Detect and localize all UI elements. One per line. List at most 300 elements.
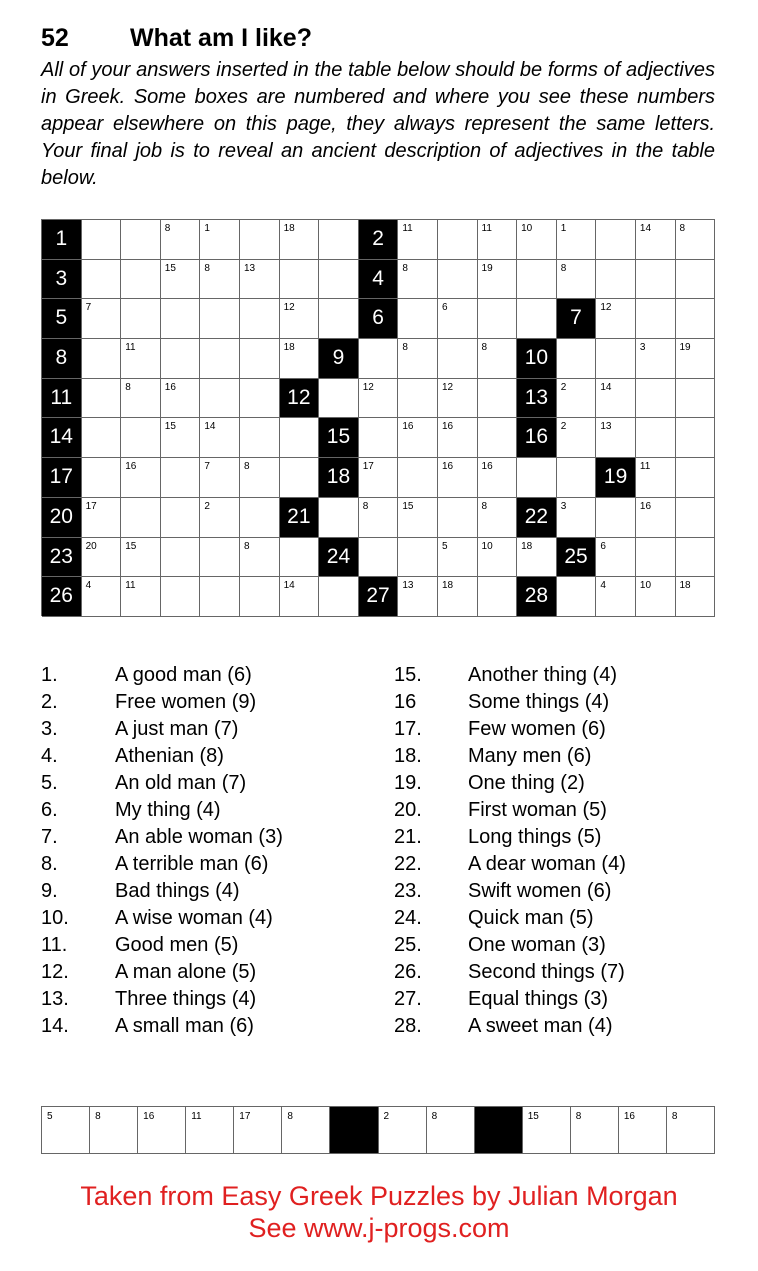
clue-item-number: 12.	[41, 961, 69, 983]
clue-number-cell	[517, 339, 557, 379]
letter-code: 16	[143, 1111, 155, 1122]
grid-cell[interactable]	[200, 458, 240, 498]
letter-code: 17	[85, 500, 97, 512]
letter-code: 16	[125, 461, 137, 473]
letter-code: 3	[560, 500, 567, 512]
clue-item-text: A wise woman (4)	[115, 907, 273, 929]
clue-item-number: 15.	[394, 664, 422, 686]
grid-cell[interactable]	[438, 339, 478, 379]
grid-cell[interactable]	[82, 577, 122, 617]
grid-cell[interactable]	[319, 260, 359, 300]
letter-code: 17	[239, 1111, 251, 1122]
clue-item-text: First woman (5)	[468, 799, 607, 821]
grid-cell[interactable]	[517, 220, 557, 260]
clue-item	[394, 716, 721, 743]
answer-gap-cell	[475, 1107, 523, 1154]
letter-code: 2	[560, 421, 567, 433]
clue-item	[394, 851, 721, 878]
letter-code: 18	[441, 580, 454, 592]
grid-cell[interactable]	[636, 260, 676, 300]
grid-cell[interactable]	[161, 379, 201, 419]
grid-cell[interactable]	[240, 538, 280, 578]
grid-cell[interactable]	[161, 299, 201, 339]
answer-cell[interactable]	[90, 1107, 138, 1154]
clue-number-cell	[319, 458, 359, 498]
clue-item-text: Bad things (4)	[115, 880, 240, 902]
clue-item-text: Many men (6)	[468, 745, 592, 767]
clue-item	[394, 1013, 721, 1040]
letter-code: 8	[679, 223, 686, 234]
clue-list	[41, 662, 721, 1040]
grid-cell[interactable]	[319, 220, 359, 260]
clue-number: 22	[524, 504, 549, 528]
grid-cell[interactable]	[636, 577, 676, 617]
grid-cell[interactable]	[200, 577, 240, 617]
letter-code: 1	[560, 223, 567, 234]
clue-item-number: 24.	[394, 907, 422, 929]
grid-cell[interactable]	[280, 220, 320, 260]
letter-code: 8	[243, 461, 250, 473]
credit-text	[0, 1180, 758, 1244]
clue-number-cell	[42, 339, 82, 379]
grid-cell[interactable]	[676, 577, 716, 617]
clue-number-cell	[319, 418, 359, 458]
answer-cell[interactable]	[234, 1107, 282, 1154]
answer-cell[interactable]	[138, 1107, 186, 1154]
grid-cell[interactable]	[319, 299, 359, 339]
clue-item-number: 17.	[394, 718, 422, 740]
letter-code: 16	[639, 500, 652, 512]
letter-code: 2	[204, 500, 210, 512]
grid-cell[interactable]	[438, 538, 478, 578]
grid-cell[interactable]	[240, 418, 280, 458]
grid-cell[interactable]	[82, 538, 122, 578]
instructions-text: All of your answers inserted in the table below should be forms of adjectives in Greek. Some boxes are numbered and where you see these numbers appear elsewhere on this page, they always represent the same letters. Your final job is to reveal an ancient description of adjectives in the table below.	[41, 59, 715, 189]
clue-item-text: Long things (5)	[468, 826, 602, 848]
grid-cell[interactable]	[636, 339, 676, 379]
grid-cell[interactable]	[280, 458, 320, 498]
clue-item	[41, 743, 394, 770]
clue-item-text: A good man (6)	[115, 664, 252, 686]
clue-number: 14	[49, 425, 73, 449]
grid-cell[interactable]	[676, 538, 716, 578]
letter-code: 8	[95, 1111, 101, 1122]
grid-cell[interactable]	[240, 498, 280, 538]
clue-item-number: 27.	[394, 988, 422, 1010]
grid-cell[interactable]	[596, 379, 636, 419]
letter-code: 6	[600, 540, 606, 552]
answer-row	[41, 1106, 715, 1154]
grid-cell[interactable]	[161, 498, 201, 538]
clue-number-cell	[517, 498, 557, 538]
answer-cell[interactable]	[427, 1107, 475, 1154]
grid-cell[interactable]	[438, 299, 478, 339]
grid-cell[interactable]	[636, 299, 676, 339]
grid-cell[interactable]	[121, 577, 161, 617]
letter-code: 11	[639, 461, 651, 473]
letter-code: 19	[679, 342, 691, 354]
letter-code: 15	[164, 262, 176, 274]
grid-cell[interactable]	[359, 339, 399, 379]
letter-code: 17	[362, 461, 374, 473]
grid-cell[interactable]	[676, 220, 716, 260]
clue-number: 10	[524, 346, 549, 370]
clue-number-cell	[42, 220, 82, 260]
clue-item	[394, 743, 721, 770]
letter-code: 13	[402, 580, 414, 592]
grid-cell[interactable]	[438, 260, 478, 300]
grid-cell[interactable]	[478, 220, 518, 260]
grid-cell[interactable]	[200, 299, 240, 339]
grid-cell[interactable]	[121, 339, 161, 379]
clue-item	[41, 905, 394, 932]
grid-cell[interactable]	[478, 458, 518, 498]
grid-cell[interactable]	[478, 379, 518, 419]
clue-item-number: 18.	[394, 745, 422, 767]
grid-cell[interactable]	[398, 458, 438, 498]
grid-cell[interactable]	[478, 498, 518, 538]
grid-cell[interactable]	[82, 379, 122, 419]
grid-cell[interactable]	[121, 260, 161, 300]
clue-item	[41, 878, 394, 905]
clue-item-text: My thing (4)	[115, 799, 221, 821]
clue-item-text: One woman (3)	[468, 934, 606, 956]
grid-cell[interactable]	[478, 299, 518, 339]
clue-item-text: Free women (9)	[115, 691, 257, 713]
letter-code: 8	[243, 540, 250, 552]
grid-cell[interactable]	[359, 538, 399, 578]
clue-item	[394, 905, 721, 932]
grid-cell[interactable]	[478, 577, 518, 617]
letter-code: 4	[600, 580, 606, 592]
grid-cell[interactable]	[280, 299, 320, 339]
clue-item-text: Good men (5)	[115, 934, 239, 956]
grid-cell[interactable]	[557, 418, 597, 458]
grid-cell[interactable]	[82, 339, 122, 379]
letter-code: 16	[402, 421, 414, 433]
clue-item	[41, 986, 394, 1013]
clue-number: 4	[372, 266, 384, 290]
grid-cell[interactable]	[121, 220, 161, 260]
clue-number-cell	[359, 260, 399, 300]
clue-item-text: A just man (7)	[115, 718, 239, 740]
grid-cell[interactable]	[478, 339, 518, 379]
clue-number: 15	[326, 425, 351, 449]
grid-cell[interactable]	[438, 418, 478, 458]
answer-cell[interactable]	[379, 1107, 427, 1154]
clue-number-cell	[319, 339, 359, 379]
letter-code: 8	[164, 223, 171, 234]
clue-item	[41, 716, 394, 743]
grid-cell[interactable]	[240, 299, 280, 339]
grid-cell[interactable]	[82, 220, 122, 260]
letter-code: 10	[481, 540, 493, 552]
grid-cell[interactable]	[596, 299, 636, 339]
grid-cell[interactable]	[636, 458, 676, 498]
grid-cell[interactable]	[200, 379, 240, 419]
letter-code: 6	[441, 302, 448, 314]
clue-item-number: 20.	[394, 799, 422, 821]
clue-number: 17	[49, 465, 73, 489]
letter-code: 3	[639, 342, 646, 354]
answer-cell[interactable]	[667, 1107, 715, 1154]
grid-cell[interactable]	[200, 339, 240, 379]
grid-cell[interactable]	[438, 220, 478, 260]
clue-number-cell	[596, 458, 636, 498]
grid-cell[interactable]	[596, 577, 636, 617]
letter-code: 20	[85, 540, 97, 552]
grid-cell[interactable]	[280, 339, 320, 379]
clue-number-cell	[280, 498, 320, 538]
clue-item-text: An able woman (3)	[115, 826, 283, 848]
clue-item-number: 9.	[41, 880, 58, 902]
clue-item	[41, 770, 394, 797]
letter-code: 11	[402, 223, 413, 234]
grid-cell[interactable]	[200, 418, 240, 458]
clue-item-number: 23.	[394, 880, 422, 902]
clue-item-text: Few women (6)	[468, 718, 606, 740]
grid-cell[interactable]	[161, 339, 201, 379]
answer-cell[interactable]	[42, 1107, 90, 1154]
letter-code: 8	[125, 381, 131, 393]
grid-cell[interactable]	[161, 260, 201, 300]
clue-number-cell	[42, 538, 82, 578]
letter-code: 2	[383, 1111, 390, 1122]
grid-cell[interactable]	[398, 220, 438, 260]
letter-code: 8	[481, 500, 488, 512]
clue-item-number: 14.	[41, 1015, 69, 1037]
grid-cell[interactable]	[398, 260, 438, 300]
clue-item-text: Some things (4)	[468, 691, 610, 713]
grid-cell[interactable]	[398, 538, 438, 578]
grid-cell[interactable]	[280, 260, 320, 300]
letter-code: 15	[164, 421, 176, 433]
clue-item-number: 5.	[41, 772, 58, 794]
grid-cell[interactable]	[398, 299, 438, 339]
clue-item	[394, 797, 721, 824]
grid-cell[interactable]	[557, 339, 597, 379]
grid-cell[interactable]	[478, 538, 518, 578]
grid-cell[interactable]	[557, 498, 597, 538]
grid-cell[interactable]	[438, 379, 478, 419]
grid-cell[interactable]	[676, 418, 716, 458]
grid-cell[interactable]	[596, 498, 636, 538]
clue-number-cell	[42, 498, 82, 538]
letter-code: 8	[402, 262, 408, 274]
grid-cell[interactable]	[82, 418, 122, 458]
grid-cell[interactable]	[280, 538, 320, 578]
grid-cell[interactable]	[398, 498, 438, 538]
letter-code: 5	[47, 1111, 53, 1122]
grid-cell[interactable]	[676, 498, 716, 538]
letter-code: 14	[204, 421, 216, 433]
answer-cell[interactable]	[523, 1107, 571, 1154]
grid-cell[interactable]	[121, 379, 161, 419]
clue-number-cell	[359, 577, 399, 617]
clue-item	[41, 851, 394, 878]
clue-item-number: 22.	[394, 853, 422, 875]
clue-item	[394, 986, 721, 1013]
grid-cell[interactable]	[636, 498, 676, 538]
clue-number: 3	[55, 266, 68, 290]
letter-code: 16	[441, 461, 454, 473]
grid-cell[interactable]	[161, 538, 201, 578]
letter-code: 8	[431, 1111, 438, 1122]
clue-item-number: 13.	[41, 988, 69, 1010]
grid-cell[interactable]	[676, 299, 716, 339]
grid-cell[interactable]	[240, 260, 280, 300]
clue-number: 16	[524, 425, 549, 449]
grid-cell[interactable]	[280, 418, 320, 458]
grid-cell[interactable]	[319, 498, 359, 538]
grid-cell[interactable]	[517, 538, 557, 578]
clue-number: 28	[524, 584, 549, 608]
grid-cell[interactable]	[121, 458, 161, 498]
letter-code: 18	[283, 223, 295, 234]
grid-cell[interactable]	[596, 220, 636, 260]
grid-cell[interactable]	[82, 498, 122, 538]
grid-cell[interactable]	[319, 577, 359, 617]
clue-number: 24	[326, 544, 351, 568]
grid-cell[interactable]	[121, 498, 161, 538]
grid-cell[interactable]	[636, 379, 676, 419]
grid-cell[interactable]	[200, 498, 240, 538]
grid-cell[interactable]	[280, 577, 320, 617]
letter-code: 16	[623, 1111, 635, 1122]
clue-item-number: 10.	[41, 907, 69, 929]
answer-cell[interactable]	[282, 1107, 330, 1154]
clue-number-cell	[319, 538, 359, 578]
grid-cell[interactable]	[398, 577, 438, 617]
clue-number-cell	[280, 379, 320, 419]
clue-number-cell	[42, 577, 82, 617]
letter-code: 8	[575, 1111, 582, 1122]
clue-number-cell	[42, 299, 82, 339]
credit-line-2: See www.j-progs.com	[248, 1213, 510, 1243]
clue-item-text: Quick man (5)	[468, 907, 594, 929]
letter-code: 10	[521, 223, 533, 234]
grid-cell[interactable]	[636, 418, 676, 458]
clue-number-cell	[517, 418, 557, 458]
grid-cell[interactable]	[596, 538, 636, 578]
grid-cell[interactable]	[596, 418, 636, 458]
grid-cell[interactable]	[200, 220, 240, 260]
grid-cell[interactable]	[557, 458, 597, 498]
grid-cell[interactable]	[517, 260, 557, 300]
answer-cell[interactable]	[619, 1107, 667, 1154]
letter-code: 19	[481, 262, 493, 274]
grid-cell[interactable]	[161, 418, 201, 458]
grid-cell[interactable]	[676, 458, 716, 498]
letter-code: 8	[402, 342, 408, 354]
clue-number: 5	[55, 306, 68, 330]
clue-item-number: 28.	[394, 1015, 422, 1037]
grid-cell[interactable]	[240, 339, 280, 379]
grid-cell[interactable]	[240, 379, 280, 419]
grid-cell[interactable]	[557, 577, 597, 617]
grid-cell[interactable]	[161, 220, 201, 260]
grid-cell[interactable]	[557, 379, 597, 419]
clue-number-cell	[42, 379, 82, 419]
letter-code: 11	[125, 342, 136, 354]
grid-cell[interactable]	[517, 299, 557, 339]
clue-number: 2	[372, 227, 384, 250]
grid-cell[interactable]	[517, 458, 557, 498]
answer-gap-cell	[330, 1107, 378, 1154]
clue-number-cell	[42, 260, 82, 300]
grid-cell[interactable]	[636, 538, 676, 578]
clue-item	[41, 689, 394, 716]
grid-cell[interactable]	[240, 577, 280, 617]
grid-cell[interactable]	[557, 220, 597, 260]
grid-cell[interactable]	[240, 458, 280, 498]
grid-cell[interactable]	[676, 260, 716, 300]
grid-cell[interactable]	[636, 220, 676, 260]
clue-item-text: An old man (7)	[115, 772, 247, 794]
clue-number: 25	[564, 544, 588, 568]
grid-cell[interactable]	[398, 339, 438, 379]
clue-item	[41, 797, 394, 824]
grid-cell[interactable]	[359, 379, 399, 419]
grid-cell[interactable]	[398, 379, 438, 419]
grid-cell[interactable]	[478, 418, 518, 458]
answer-cell[interactable]	[186, 1107, 234, 1154]
grid-cell[interactable]	[359, 498, 399, 538]
grid-cell[interactable]	[82, 458, 122, 498]
grid-cell[interactable]	[596, 260, 636, 300]
grid-cell[interactable]	[438, 498, 478, 538]
grid-cell[interactable]	[478, 260, 518, 300]
clue-number-cell	[557, 538, 597, 578]
grid-cell[interactable]	[121, 538, 161, 578]
letter-code: 15	[402, 500, 414, 512]
grid-cell[interactable]	[596, 339, 636, 379]
answer-cell[interactable]	[571, 1107, 619, 1154]
grid-cell[interactable]	[676, 339, 716, 379]
grid-cell[interactable]	[161, 577, 201, 617]
letter-code: 16	[441, 421, 454, 433]
grid-cell[interactable]	[200, 538, 240, 578]
grid-cell[interactable]	[676, 379, 716, 419]
grid-cell[interactable]	[82, 260, 122, 300]
clue-item-text: A small man (6)	[115, 1015, 254, 1037]
grid-cell[interactable]	[438, 458, 478, 498]
grid-cell[interactable]	[557, 260, 597, 300]
grid-cell[interactable]	[121, 418, 161, 458]
grid-cell[interactable]	[121, 299, 161, 339]
clue-item	[394, 932, 721, 959]
grid-cell[interactable]	[240, 220, 280, 260]
letter-code: 10	[639, 580, 652, 592]
letter-code: 11	[191, 1111, 202, 1122]
letter-code: 14	[600, 381, 612, 393]
grid-cell[interactable]	[200, 260, 240, 300]
clue-item	[41, 662, 394, 689]
grid-cell[interactable]	[359, 418, 399, 458]
clue-item	[394, 959, 721, 986]
letter-code: 11	[125, 580, 136, 592]
grid-cell[interactable]	[438, 577, 478, 617]
grid-cell[interactable]	[359, 458, 399, 498]
grid-cell[interactable]	[161, 458, 201, 498]
grid-cell[interactable]	[319, 379, 359, 419]
grid-cell[interactable]	[82, 299, 122, 339]
clue-column-right	[394, 662, 721, 1040]
clue-item-number: 6.	[41, 799, 58, 821]
grid-cell[interactable]	[398, 418, 438, 458]
letter-code: 12	[441, 381, 454, 393]
clue-item-text: A terrible man (6)	[115, 853, 269, 875]
